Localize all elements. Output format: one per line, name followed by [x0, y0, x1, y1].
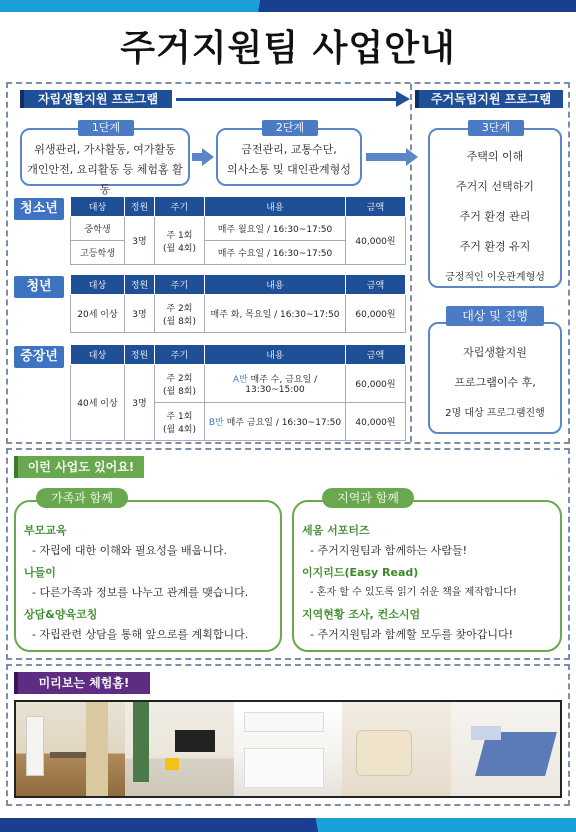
- middle-content-b: [205, 403, 346, 441]
- middle-content-a: [205, 365, 346, 403]
- photo-dining-room: [16, 702, 125, 796]
- col-target: 대상: [71, 197, 125, 217]
- middle-cycle-a: 주 2회 (월 8회): [155, 365, 205, 403]
- stage1-line1: 위생관리, 가사활동, 여가활동: [34, 143, 176, 156]
- experience-home-photos: [14, 700, 562, 798]
- middle-cap: 3명: [125, 365, 155, 441]
- col-target: 대상: [71, 345, 125, 365]
- middle-fee-a: 60,000원: [346, 365, 406, 403]
- stage-arrow2-head: [406, 148, 418, 166]
- young-table: [70, 274, 406, 333]
- youth-target-2: 고등학생: [71, 241, 125, 265]
- family-item3-title: 상담&양육코칭: [24, 608, 98, 621]
- bottom-stripe: [0, 818, 576, 832]
- program-arrow: [176, 98, 396, 101]
- stage1-line2: 개인안전, 요리활동 등 체험홈 활동: [27, 163, 183, 196]
- stage3-item-1: 주택의 이해: [466, 150, 524, 163]
- col-cap: 정원: [125, 345, 155, 365]
- preview-header: 미리보는 체험홈!: [14, 672, 150, 694]
- program1-header: 자립생활지원 프로그램: [20, 90, 172, 108]
- family-tag: 가족과 함께: [36, 488, 128, 508]
- col-fee: 금액: [346, 197, 406, 217]
- program-arrow-head: [396, 91, 410, 107]
- local-item3-title: 지역현황 조사, 컨소시엄: [302, 608, 421, 621]
- col-cycle: 주기: [155, 275, 205, 295]
- stage3-item-2: 주거지 선택하기: [456, 180, 534, 193]
- middle-content-a-text: 매주 수, 금요일 / 13:30~15:00: [245, 375, 318, 395]
- col-fee: 금액: [346, 275, 406, 295]
- stage1-label: 1단계: [78, 120, 134, 136]
- target-line-3: 2명 대상 프로그램진행: [445, 408, 545, 419]
- target-line-1: 자립생활지원: [463, 346, 527, 359]
- top-stripe: [0, 0, 576, 12]
- stage3-item-5: 긍정적인 이웃관계형성: [445, 272, 545, 283]
- family-item3-desc: - 자립관련 상담을 통해 앞으로를 계획합니다.: [32, 628, 249, 641]
- stage-arrow2: [366, 153, 406, 161]
- program3-divider: [410, 84, 412, 442]
- youth-cycle: 주 1회 (월 4회): [155, 217, 205, 265]
- col-cycle: 주기: [155, 197, 205, 217]
- page-title: 주거지원팀 사업안내: [120, 28, 456, 69]
- more-header: 이런 사업도 있어요!: [14, 456, 144, 478]
- section-youth: 청소년: [14, 198, 64, 220]
- class-a-tag: A반: [232, 375, 248, 385]
- photo-living-room: [125, 702, 234, 796]
- middle-fee-b: 40,000원: [346, 403, 406, 441]
- col-cycle: 주기: [155, 345, 205, 365]
- program2-header: 주거독립지원 프로그램: [415, 90, 563, 108]
- local-item1-title: 세움 서포터즈: [302, 524, 370, 537]
- stage3-label: 3단계: [468, 120, 524, 136]
- col-target: 대상: [71, 275, 125, 295]
- col-cap: 정원: [125, 197, 155, 217]
- stage3-item-3: 주거 환경 관리: [459, 210, 531, 223]
- section-middle: 중장년: [14, 346, 64, 368]
- section-young: 청년: [14, 276, 64, 298]
- youth-content-1: 매주 월요일 / 16:30~17:50: [205, 217, 346, 241]
- local-item2-title: 이지리드(Easy Read): [302, 566, 419, 579]
- col-fee: 금액: [346, 345, 406, 365]
- local-item1-desc: - 주거지원팀과 함께하는 사람들!: [310, 544, 468, 557]
- col-content: 내용: [205, 275, 346, 295]
- stage3-item-4: 주거 환경 유지: [459, 240, 531, 253]
- young-cycle: 주 2회 (월 8회): [155, 295, 205, 333]
- stage2-line2: 의사소통 및 대인관계형성: [227, 163, 351, 176]
- col-content: 내용: [205, 345, 346, 365]
- young-target: 20세 이상: [71, 295, 125, 333]
- young-cap: 3명: [125, 295, 155, 333]
- col-cap: 정원: [125, 275, 155, 295]
- family-item2-title: 나들이: [24, 566, 56, 579]
- family-item1-desc: - 자립에 대한 이해와 필요성을 배웁니다.: [32, 544, 227, 557]
- photo-bedroom: [451, 702, 560, 796]
- youth-cap: 3명: [125, 217, 155, 265]
- stage2-label: 2단계: [262, 120, 318, 136]
- photo-kitchen: [234, 702, 343, 796]
- youth-table: [70, 196, 406, 265]
- photo-sofa: [342, 702, 451, 796]
- stage-arrow1: [192, 153, 202, 161]
- youth-target-1: 중학생: [71, 217, 125, 241]
- class-b-tag: B반: [208, 418, 224, 428]
- stage2-box: [216, 128, 362, 186]
- young-content: 매주 화, 목요일 / 16:30~17:50: [205, 295, 346, 333]
- target-line-2: 프로그램이수 후,: [454, 376, 536, 389]
- middle-content-b-text: 매주 금요일 / 16:30~17:50: [226, 418, 342, 428]
- target-label: 대상 및 진행: [446, 306, 544, 326]
- stage-arrow1-head: [202, 148, 214, 166]
- local-item3-desc: - 주거지원팀과 함께할 모두를 찾아갑니다!: [310, 628, 514, 641]
- youth-content-2: 매주 수요일 / 16:30~17:50: [205, 241, 346, 265]
- middle-table: [70, 344, 406, 441]
- middle-target: 40세 이상: [71, 365, 125, 441]
- youth-fee: 40,000원: [346, 217, 406, 265]
- stage2-line1: 금전관리, 교통수단,: [241, 143, 337, 156]
- local-tag: 지역과 함께: [322, 488, 414, 508]
- col-content: 내용: [205, 197, 346, 217]
- family-item2-desc: - 다른가족과 정보를 나누고 관계를 맺습니다.: [32, 586, 249, 599]
- young-fee: 60,000원: [346, 295, 406, 333]
- family-item1-title: 부모교육: [24, 524, 67, 537]
- middle-cycle-b: 주 1회 (월 4회): [155, 403, 205, 441]
- stage1-box: [20, 128, 190, 196]
- local-item2-desc: - 혼자 할 수 있도록 읽기 쉬운 책을 제작합니다!: [310, 587, 517, 598]
